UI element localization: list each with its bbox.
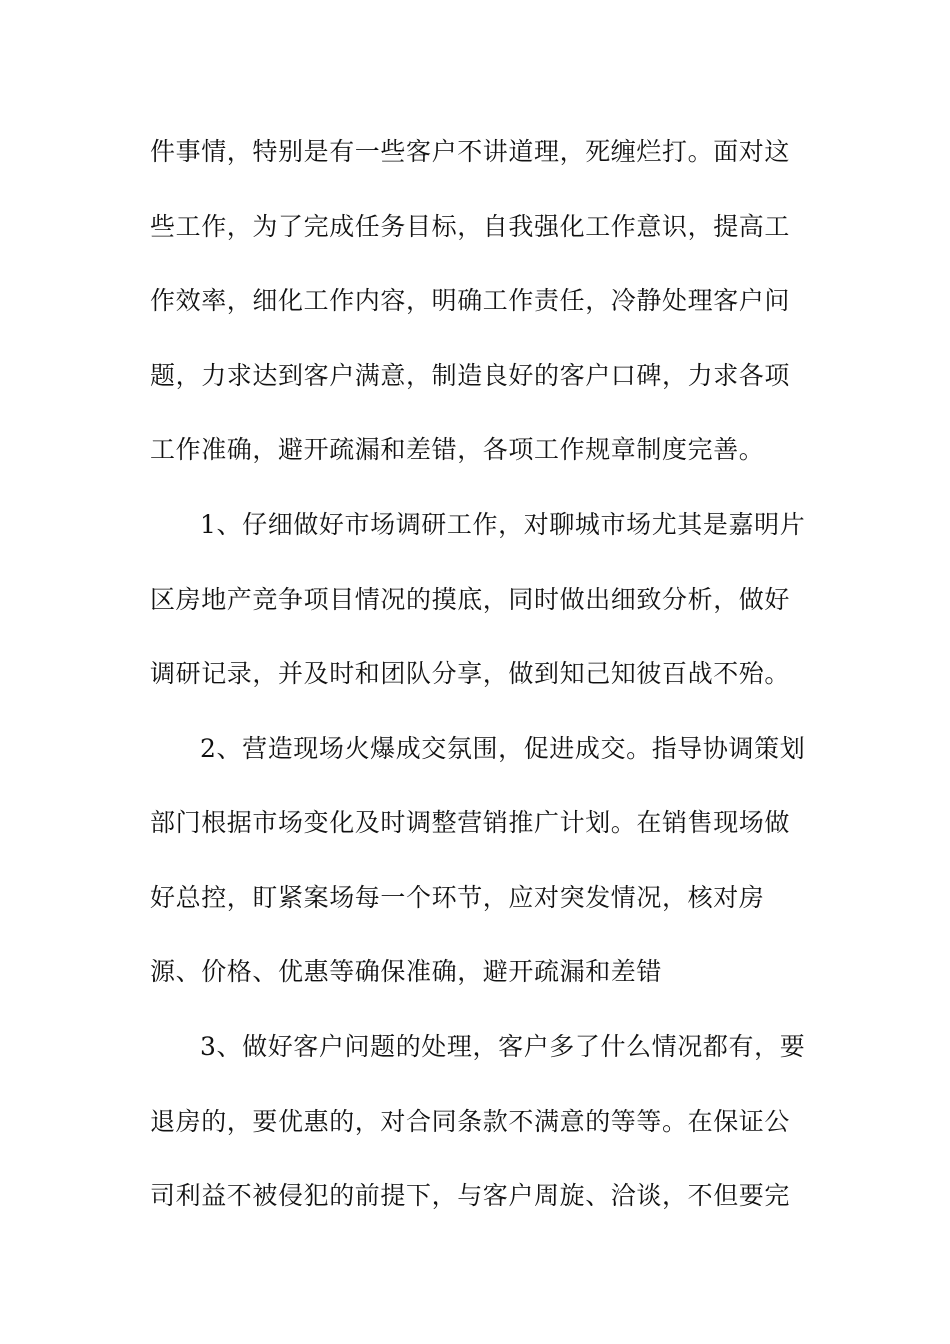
text-line: 工作准确，避开疏漏和差错，各项工作规章制度完善。 <box>150 435 765 464</box>
text-line: 题，力求达到客户满意，制造良好的客户口碑，力求各项 <box>150 361 791 390</box>
text-line: 司利益不被侵犯的前提下，与客户周旋、洽谈，不但要完 <box>150 1181 791 1210</box>
text-line: 好总控，盯紧案场每一个环节，应对突发情况，核对房 <box>150 883 765 912</box>
paragraph-start-line: 2、营造现场火爆成交氛围，促进成交。指导协调策划 <box>200 734 806 763</box>
text-line: 部门根据市场变化及时调整营销推广计划。在销售现场做 <box>150 808 791 837</box>
text-line: 作效率，细化工作内容，明确工作责任，冷静处理客户问 <box>150 286 791 315</box>
text-line: 区房地产竞争项目情况的摸底，同时做出细致分析，做好 <box>150 585 791 614</box>
text-line: 源、价格、优惠等确保准确，避开疏漏和差错 <box>150 957 663 986</box>
text-line: 些工作，为了完成任务目标，自我强化工作意识，提高工 <box>150 212 791 241</box>
text-line: 件事情，特别是有一些客户不讲道理，死缠烂打。面对这 <box>150 137 791 166</box>
text-line: 调研记录，并及时和团队分享，做到知己知彼百战不殆。 <box>150 659 791 688</box>
text-line: 退房的，要优惠的，对合同条款不满意的等等。在保证公 <box>150 1107 791 1136</box>
paragraph-start-line: 3、做好客户问题的处理，客户多了什么情况都有，要 <box>200 1032 806 1061</box>
paragraph-start-line: 1、仔细做好市场调研工作，对聊城市场尤其是嘉明片 <box>200 510 806 539</box>
